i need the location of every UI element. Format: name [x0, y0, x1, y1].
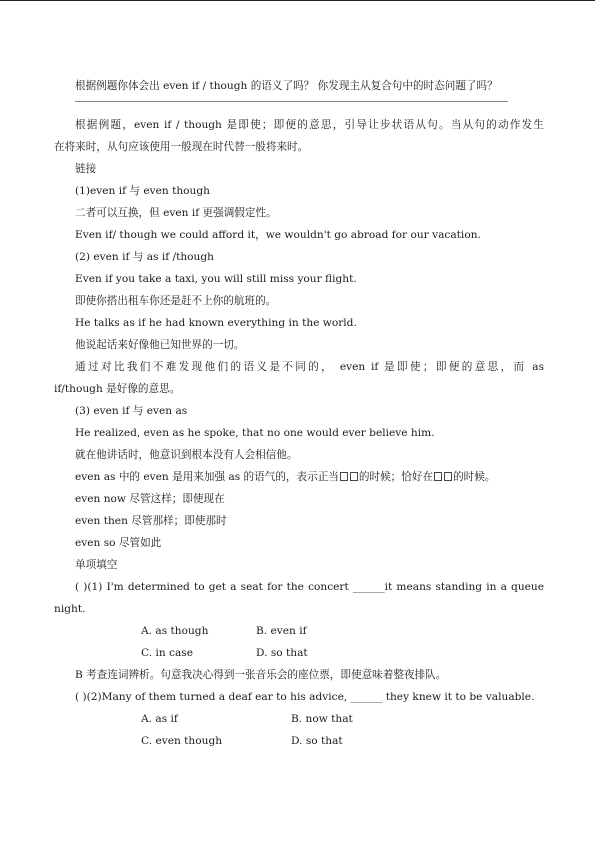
section-3-line-3-post: 的时候。	[453, 471, 496, 483]
section-1-line-2: Even if/ though we could afford it，we wouldn't go abroad for our vacation.	[75, 229, 481, 241]
page-top-border	[0, 0, 595, 1]
question-2-option-b: B. now that	[291, 713, 353, 725]
question-1-answer-explanation: B 考查连词辨析。句意我决心得到一张音乐会的座位票，即使意味着整夜排队。	[75, 669, 447, 681]
section-3-line-3	[54, 466, 544, 488]
question-1-answer-paren: ( )	[75, 581, 88, 593]
exercise-heading: 单项填空	[75, 559, 118, 571]
question-1-option-b: B. even if	[256, 625, 307, 637]
section-2-line-4: 他说起话来好像他已知世界的一切。	[75, 339, 245, 351]
question-1-stem-cont: night.	[54, 603, 86, 615]
blank-box	[434, 472, 442, 481]
question-2-option-c: C. even though	[141, 735, 223, 747]
question-1-text: (1) I'm determined to get a seat for the concert ______it means standing in a queue	[87, 581, 544, 593]
question-2-options-row-2	[54, 730, 544, 752]
phrase-even-so: even so 尽管如此	[75, 537, 162, 549]
question-2-stem	[54, 686, 544, 708]
section-2-line-1: Even if you take a taxi, you will still miss your flight.	[75, 273, 357, 285]
phrase-even-then: even then 尽管那样；即使那时	[75, 515, 227, 527]
section-2-line-3: He talks as if he had known everything in the world.	[75, 317, 357, 329]
blank-box	[350, 472, 358, 481]
document-page	[54, 75, 544, 752]
phrase-even-now: even now 尽管这样；即使现在	[75, 493, 225, 505]
question-1-options-row-2	[54, 642, 544, 664]
question-line: 根据例题你体会出 even if / though 的语义了吗？ 你发现主从复合句中的时态问题了吗？	[75, 80, 498, 92]
question-2-options-row-1	[54, 708, 544, 730]
question-2-option-d: D. so that	[291, 735, 343, 747]
section-2-line-2: 即使你搭出租车你还是赶不上你的航班的。	[75, 295, 277, 307]
question-1-option-c: C. in case	[141, 647, 193, 659]
question-2-text: (2)Many of them turned a deaf ear to his advice, ______ they knew it to be valuable.	[86, 691, 535, 703]
section-2-line-5b: if/though 是好像的意思。	[54, 383, 181, 395]
question-2-option-a: A. as if	[141, 713, 178, 725]
section-1-title: (1)even if 与 even though	[75, 185, 210, 197]
question-1-options-row-1	[54, 620, 544, 642]
section-2-comparison	[54, 356, 544, 400]
link-heading: 链接	[75, 163, 97, 175]
question-2-answer-paren: ( )	[75, 691, 87, 703]
explanation-line-1: 根据例题，even if / though 是即使；即便的意思，引导让步状语从句。当从句的动作发生	[75, 119, 544, 131]
section-2-title: (2) even if 与 as if /though	[75, 251, 214, 263]
blank-box	[340, 472, 348, 481]
section-3-line-1: He realized, even as he spoke, that no one would ever believe him.	[75, 427, 435, 439]
section-3-line-3-pre: even as 中的 even 是用来加强 as 的语气的，表示正当	[75, 471, 339, 483]
question-1	[54, 576, 544, 620]
section-3-line-2: 就在他讲话时，他意识到根本没有人会相信他。	[75, 449, 298, 461]
section-2-line-5a: 通过对比我们不难发现他们的语义是不同的， even if 是即使；即便的意思，而 as	[75, 361, 544, 373]
section-3-title: (3) even if 与 even as	[75, 405, 188, 417]
explanation-paragraph	[54, 114, 544, 158]
blank-box	[444, 472, 452, 481]
section-1-line-1: 二者可以互换，但 even if 更强调假定性。	[75, 207, 277, 219]
question-1-option-a: A. as though	[141, 625, 209, 637]
explanation-line-2: 在将来时，从句应该使用一般现在时代替一般将来时。	[54, 141, 309, 153]
question-1-stem	[54, 576, 544, 598]
question-1-option-d: D. so that	[256, 647, 308, 659]
section-3-line-3-mid: 的时候；恰好在	[358, 471, 434, 483]
answer-blank-line	[75, 101, 508, 102]
